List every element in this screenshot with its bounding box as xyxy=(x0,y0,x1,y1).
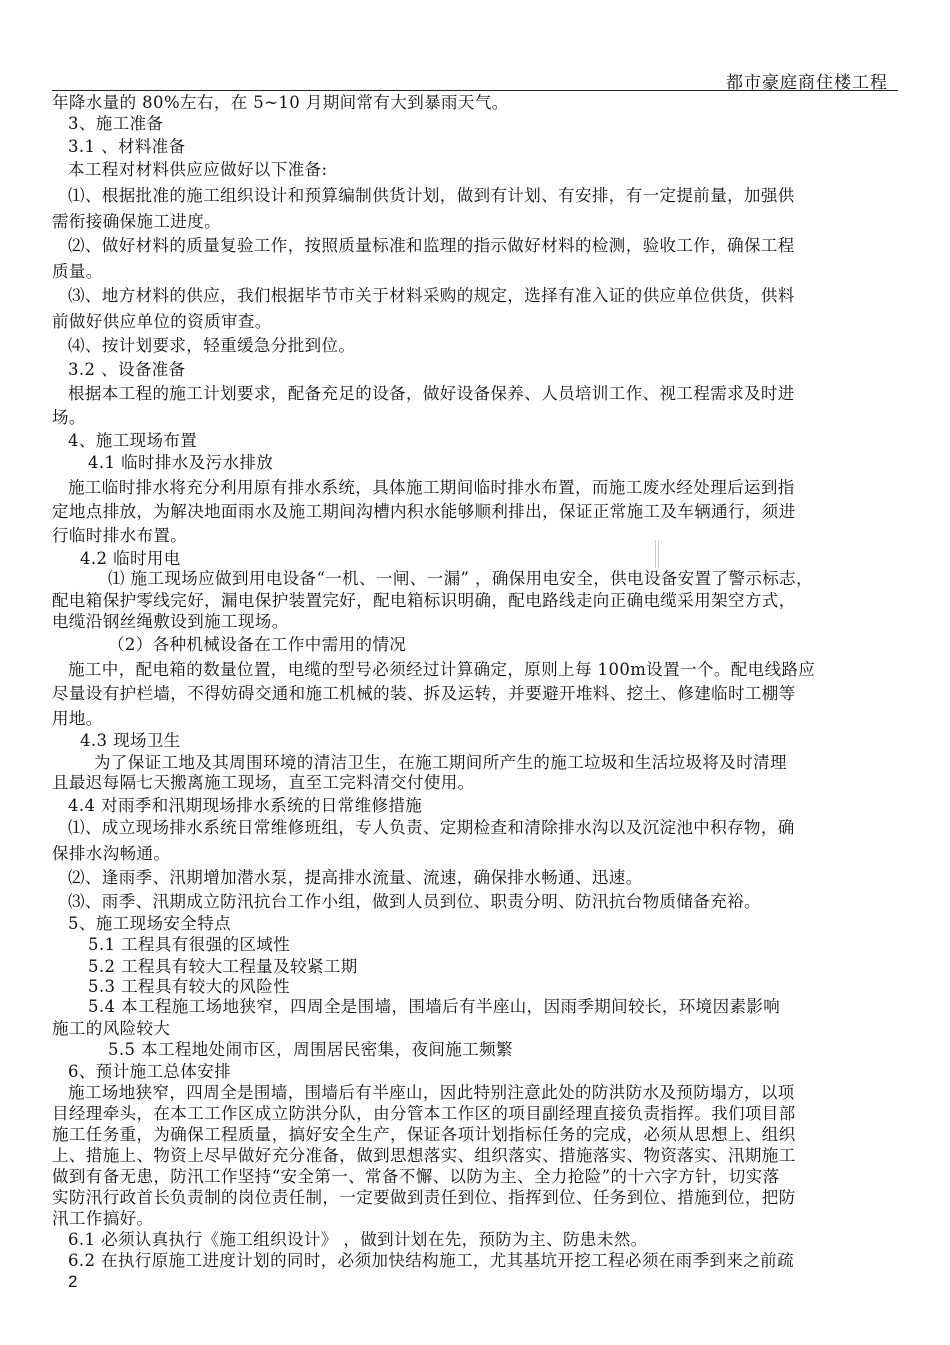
text-line: 质量。 xyxy=(52,262,103,281)
text-line: 上、措施上、物资上尽早做好充分准备，做到思想落实、组织落实、措施落实、物资落实、汛期施工 xyxy=(52,1146,796,1165)
text-line: ⑵、逢雨季、汛期增加潜水泵，提高排水流量、流速，确保排水畅通、迅速。 xyxy=(68,868,643,887)
subsection-heading: 4.1 临时排水及污水排放 xyxy=(88,453,274,472)
text-line: 定地点排放，为解决地面雨水及施工期间沟槽内积水能够顺利排出，保证正常施工及车辆通行，须进 xyxy=(52,502,796,521)
text-line: 根据本工程的施工计划要求，配备充足的设备，做好设备保养、人员培训工作、视工程需求及时进 xyxy=(68,384,795,403)
header-rule xyxy=(52,90,898,91)
text-line: 年降水量的 80%左右，在 5~10 月期间常有大到暴雨天气。 xyxy=(52,93,509,112)
text-line: （2）各种机械设备在工作中需用的情况 xyxy=(108,635,407,654)
text-line: 施工任务重，为确保工程质量，搞好安全生产，保证各项计划指标任务的完成，必须从思想上、组织 xyxy=(52,1125,796,1144)
section-heading: 5、施工现场安全特点 xyxy=(68,914,231,933)
list-item: 6.1 必须认真执行《施工组织设计》 ，做到计划在先，预防为主、防患未然。 xyxy=(68,1230,648,1249)
text-line: ⑵、做好材料的质量复验工作，按照质量标准和监理的指示做好材料的检测，验收工作，确保工程 xyxy=(68,236,795,255)
subsection-heading: 4.4 对雨季和汛期现场排水系统的日常维修措施 xyxy=(68,796,423,815)
page-number: 2 xyxy=(68,1272,78,1291)
text-line: 施工临时排水将充分利用原有排水系统，具体施工期间临时排水布置，而施工废水经处理后运到指 xyxy=(68,478,795,497)
text-line: 场。 xyxy=(52,408,86,427)
list-item: 5.1 工程具有很强的区域性 xyxy=(88,935,291,954)
text-line: 行临时排水布置。 xyxy=(52,526,188,545)
text-line: 为了保证工地及其周围环境的清洁卫生，在施工期间所产生的施工垃圾和生活垃圾将及时清理 xyxy=(94,753,787,772)
section-heading: 6、预计施工总体安排 xyxy=(68,1062,231,1081)
scan-artifact xyxy=(655,540,659,568)
list-item: 5.5 本工程地处闹市区，周围居民密集，夜间施工频繁 xyxy=(108,1040,513,1059)
text-line: 做到有备无患，防汛工作坚持“安全第一、常备不懈、以防为主、全力抢险”的十六字方针，切实落 xyxy=(52,1167,780,1186)
list-item: 5.3 工程具有较大的风险性 xyxy=(88,977,291,996)
text-line: ⑶、地方材料的供应，我们根据毕节市关于材料采购的规定，选择有准入证的供应单位供货，供料 xyxy=(68,286,795,305)
subsection-heading: 4.3 现场卫生 xyxy=(80,731,181,750)
text-line: 配电箱保护零线完好，漏电保护装置完好，配电箱标识明确，配电路线走向正确电缆采用架空方式， xyxy=(52,591,796,610)
text-line: 施工中，配电箱的数量位置，电缆的型号必须经过计算确定，原则上每 100m设置一个。配电线路应 xyxy=(68,660,816,679)
text-line: 尽量设有护栏墙，不得妨碍交通和施工机械的装、拆及运转，并要避开堆料、挖土、修建临时工棚等 xyxy=(52,684,796,703)
list-item: 5.2 工程具有较大工程量及较紧工期 xyxy=(88,957,358,976)
text-line: ⑴ 施工现场应做到用电设备“一机、一闸、一漏” ，确保用电安全，供电设备安置了警示标志， xyxy=(108,569,813,588)
text-line: 电缆沿钢丝绳敷设到施工现场。 xyxy=(52,612,289,631)
list-item: 5.4 本工程施工场地狭窄，四周全是围墙，围墙后有半座山，因雨季期间较长，环境因素影响 xyxy=(88,997,781,1016)
text-line: 前做好供应单位的资质审查。 xyxy=(52,312,272,331)
text-line: 需衔接确保施工进度。 xyxy=(52,212,221,231)
text-line: 保排水沟畅通。 xyxy=(52,844,171,863)
section-heading: 3、施工准备 xyxy=(68,114,164,133)
text-line: 施工场地狭窄，四周全是围墙，围墙后有半座山，因此特别注意此处的防洪防水及预防塌方，以项 xyxy=(68,1083,795,1102)
subsection-heading: 3.2 、设备准备 xyxy=(68,360,186,379)
text-line: ⑷、按计划要求，轻重缓急分批到位。 xyxy=(68,336,356,355)
subsection-heading: 4.2 临时用电 xyxy=(80,549,181,568)
text-line: ⑴、根据批准的施工组织设计和预算编制供货计划，做到有计划、有安排，有一定提前量，加强供 xyxy=(68,186,795,205)
text-line: 汛工作搞好。 xyxy=(52,1209,154,1228)
text-line: 用地。 xyxy=(52,709,103,728)
text-line: 本工程对材料供应应做好以下准备: xyxy=(68,160,328,179)
text-line: 且最迟每隔七天搬离施工现场，直至工完料清交付使用。 xyxy=(52,773,475,792)
text-line: 施工的风险较大 xyxy=(52,1019,171,1038)
page-header-title: 都市豪庭商住楼工程 xyxy=(726,73,888,93)
section-heading: 4、施工现场布置 xyxy=(68,431,198,450)
text-line: ⑴、成立现场排水系统日常维修班组，专人负责、定期检查和清除排水沟以及沉淀池中积存物，确 xyxy=(68,818,795,837)
text-line: ⑶、雨季、汛期成立防汛抗台工作小组，做到人员到位、职责分明、防汛抗台物质储备充裕。 xyxy=(68,892,761,911)
subsection-heading: 3.1 、材料准备 xyxy=(68,137,186,156)
text-line: 实防汛行政首长负责制的岗位责任制，一定要做到责任到位、指挥到位、任务到位、措施到位，把防 xyxy=(52,1188,796,1207)
list-item: 6.2 在执行原施工进度计划的同时，必须加快结构施工，尤其基坑开挖工程必须在雨季到来之前疏 xyxy=(68,1251,794,1270)
text-line: 目经理牵头，在本工工作区成立防洪分队，由分管本工作区的项目副经理直接负责指挥。我们项目部 xyxy=(52,1104,796,1123)
